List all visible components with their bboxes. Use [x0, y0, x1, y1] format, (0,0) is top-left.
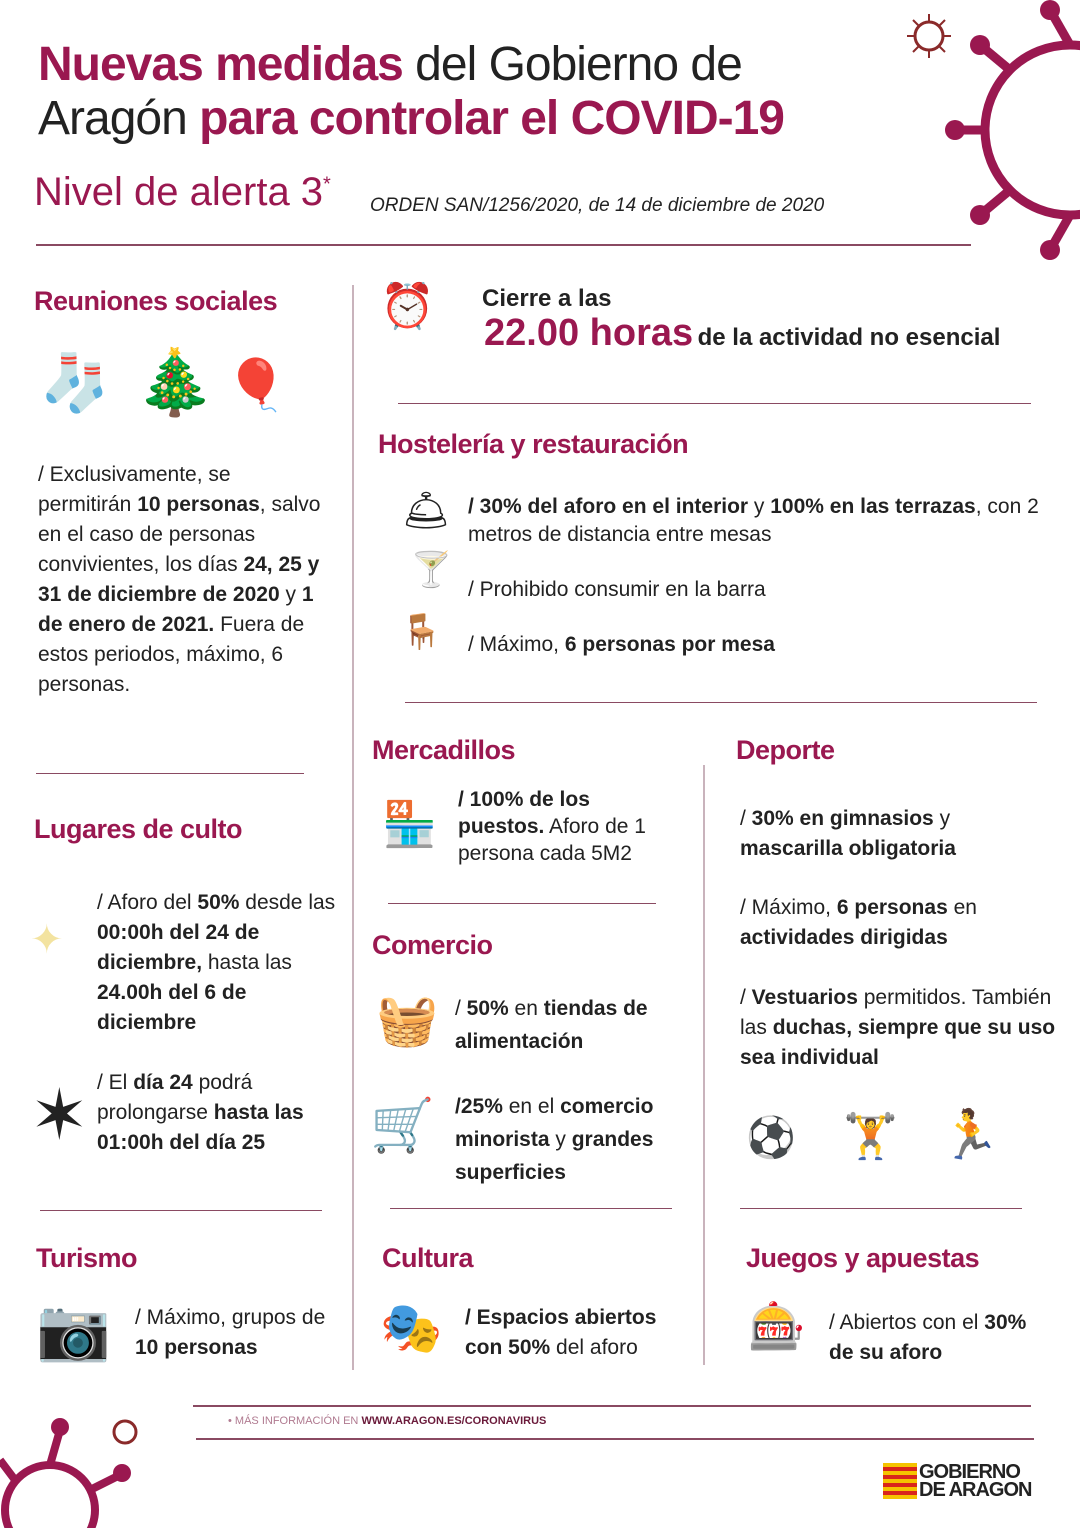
turismo-text — [135, 1303, 335, 1363]
text: / Máximo, — [740, 896, 837, 919]
divider — [40, 1210, 322, 1211]
bold-text: mascarilla obligatoria — [740, 837, 956, 860]
comercio-item — [455, 992, 695, 1058]
culto-item — [97, 888, 347, 1038]
bold-text: para controlar el COVID-19 — [199, 92, 784, 145]
cierre-line: Cierre a las — [482, 285, 612, 312]
soccer-ball-icon: ⚽ — [746, 1116, 796, 1160]
text: , con 2 metros de distancia entre mesas — [468, 495, 1039, 546]
alarm-clock-icon: ⏰ — [380, 282, 435, 331]
alert-asterisk: * — [323, 173, 331, 196]
text: / Máximo, — [468, 633, 565, 656]
food-basket-icon: 🧺 — [376, 992, 439, 1048]
divider — [405, 702, 1037, 703]
text: del Gobierno de — [402, 38, 742, 91]
section-title-turismo: Turismo — [36, 1243, 138, 1273]
more-info-label: MÁS INFORMACIÓN EN — [234, 1415, 362, 1427]
more-info-link[interactable]: WWW.ARAGON.ES/CORONAVIRUS — [361, 1415, 547, 1427]
bold-text: 50% — [197, 891, 240, 914]
text: Aragón — [38, 92, 200, 145]
text: , salvo en el caso de personas convivientes, los días — [38, 493, 321, 576]
bold-text: actividades dirigidas — [740, 926, 948, 949]
page-title — [38, 38, 784, 146]
bold-text: 6 personas por mesa — [564, 633, 775, 656]
text: / Máximo, grupos de — [135, 1306, 326, 1329]
text: / — [740, 807, 752, 830]
logo-line-1: GOBIERNO — [919, 1461, 1020, 1483]
cierre-hour: 22.00 horas — [484, 312, 694, 354]
text: en — [508, 997, 544, 1020]
virus-icon — [940, 0, 1080, 260]
footer-divider — [196, 1438, 1034, 1440]
text: Fuera de estos periodos, máximo, 6 personas. — [38, 613, 305, 696]
section-title-reuniones: Reuniones sociales — [34, 286, 278, 316]
bold-text: día 24 — [133, 1071, 193, 1094]
market-stall-icon: 🏪 — [382, 800, 437, 849]
text: y — [748, 495, 771, 518]
cultura-text — [465, 1303, 695, 1363]
deporte-item — [740, 804, 1040, 864]
section-title-culto: Lugares de culto — [34, 814, 243, 844]
section-title-hosteleria: Hostelería y restauración — [378, 429, 689, 459]
divider — [390, 1208, 672, 1209]
star-icon: ✶ — [30, 1076, 89, 1154]
more-info: • MÁS INFORMACIÓN EN WWW.ARAGON.ES/CORONAVIRUS — [228, 1415, 547, 1427]
text: del aforo — [550, 1336, 638, 1359]
text: en el — [502, 1095, 561, 1118]
bold-text: / Espacios abiertos con 50% — [465, 1306, 657, 1359]
bold-text: / 100% de los puestos. — [458, 788, 590, 838]
text: / — [740, 986, 752, 1009]
divider — [398, 403, 1031, 404]
text: desde las — [239, 891, 336, 914]
section-title-comercio: Comercio — [372, 930, 493, 960]
bold-text: 24.00h del 6 de diciembre — [97, 981, 247, 1034]
bold-text: comercio minorista — [455, 1095, 654, 1151]
cocktail-icon: 🍸 — [410, 551, 453, 589]
poker-chips-icon: 🎰 — [748, 1300, 806, 1352]
bold-text: 10 personas — [135, 1336, 258, 1359]
logo-line-2: DE ARAGON — [919, 1479, 1032, 1501]
column-divider — [352, 285, 354, 1370]
bold-text: 6 personas — [836, 896, 948, 919]
bold-text: 10 personas — [137, 493, 260, 516]
bold-text: 00:00h del 24 de diciembre, — [97, 921, 260, 974]
section-title-mercadillos: Mercadillos — [372, 735, 516, 765]
bold-text: tiendas de alimentación — [455, 997, 648, 1053]
cierre-rest: de la actividad no esencial — [697, 324, 1001, 351]
bold-text: 1 de enero de 2021. — [38, 583, 314, 636]
footer-divider — [193, 1405, 1031, 1407]
virus-icon-bottom — [0, 1415, 150, 1528]
text: en — [947, 896, 977, 919]
bold-text: /25% — [455, 1095, 503, 1118]
sparkle-icon: ✦ — [30, 918, 64, 962]
text: permitidos. También las — [740, 986, 1052, 1039]
hosteleria-item — [468, 575, 766, 605]
camera-icon: 📷 — [36, 1296, 111, 1363]
section-title-juegos: Juegos y apuestas — [746, 1243, 980, 1273]
text: y — [933, 807, 951, 830]
mercadillos-text — [458, 786, 673, 867]
text: y — [279, 583, 302, 606]
bold-text: duchas, siempre que su uso sea individual — [740, 1016, 1056, 1069]
gobierno-aragon-logo — [883, 1463, 1031, 1499]
divider — [36, 773, 304, 774]
text: y — [549, 1128, 572, 1151]
bold-text: Vestuarios — [751, 986, 858, 1009]
alert-level — [34, 170, 331, 215]
reuniones-text — [38, 460, 323, 700]
bold-text: / 30% del aforo en el interior — [468, 495, 749, 518]
bold-text: grandes superficies — [455, 1128, 654, 1184]
culto-item — [97, 1068, 337, 1158]
table-chairs-icon: 🪑 — [400, 613, 443, 651]
text: / Prohibido consumir en la barra — [468, 578, 766, 601]
aragon-flag-icon — [883, 1463, 917, 1499]
text: hasta las — [202, 951, 292, 974]
section-title-deporte: Deporte — [736, 735, 835, 765]
text: / — [455, 997, 467, 1020]
header-divider — [36, 244, 971, 246]
text: / El — [97, 1071, 134, 1094]
text: podrá prolongarse — [97, 1071, 253, 1124]
deporte-item — [740, 893, 1040, 953]
section-title-cultura: Cultura — [382, 1243, 473, 1273]
order-reference: ORDEN SAN/1256/2020, de 14 de diciembre de 2020 — [370, 195, 825, 216]
cloche-icon: 🛎 — [402, 490, 451, 532]
bold-text: 50% — [466, 997, 509, 1020]
runner-icon: 🏃 — [940, 1109, 1000, 1162]
small-virus-icon — [905, 12, 953, 60]
deporte-item — [740, 983, 1060, 1073]
divider — [740, 1208, 1022, 1209]
comercio-item — [455, 1090, 695, 1189]
hosteleria-item — [468, 630, 775, 660]
alert-level-text: Nivel de alerta 3 — [34, 170, 324, 214]
title-line-1 — [38, 38, 784, 92]
bold-text: 100% en las terrazas — [770, 495, 976, 518]
weightlifter-icon: 🏋 — [843, 1112, 898, 1161]
ornaments-icon: 🎈 — [225, 357, 288, 413]
stocking-icon: 🧦 — [40, 351, 110, 414]
text: / Abiertos con el — [829, 1311, 985, 1334]
juegos-text — [829, 1308, 1029, 1368]
hosteleria-item — [468, 493, 1048, 549]
title-line-2 — [38, 92, 784, 146]
text: / Aforo del — [97, 891, 198, 914]
bold-text: 24, 25 y 31 de diciembre de 2020 — [38, 553, 320, 606]
text: / Exclusivamente, se permitirán — [38, 463, 231, 516]
shopping-cart-icon: 🛒 — [370, 1097, 435, 1155]
bold-text: hasta las 01:00h del día 25 — [97, 1101, 304, 1154]
bold-text: 30% en gimnasios — [751, 807, 934, 830]
divider — [388, 903, 656, 904]
column-divider — [703, 765, 705, 1365]
text: Aforo de 1 persona cada 5M2 — [458, 815, 646, 865]
theater-masks-icon: 🎭 — [380, 1300, 443, 1356]
christmas-tree-icon: 🎄 — [135, 346, 215, 418]
bold-text: 30% de su aforo — [829, 1311, 1027, 1364]
cierre-hour-line — [484, 312, 1000, 355]
bold-text: Nuevas medidas — [38, 38, 403, 91]
